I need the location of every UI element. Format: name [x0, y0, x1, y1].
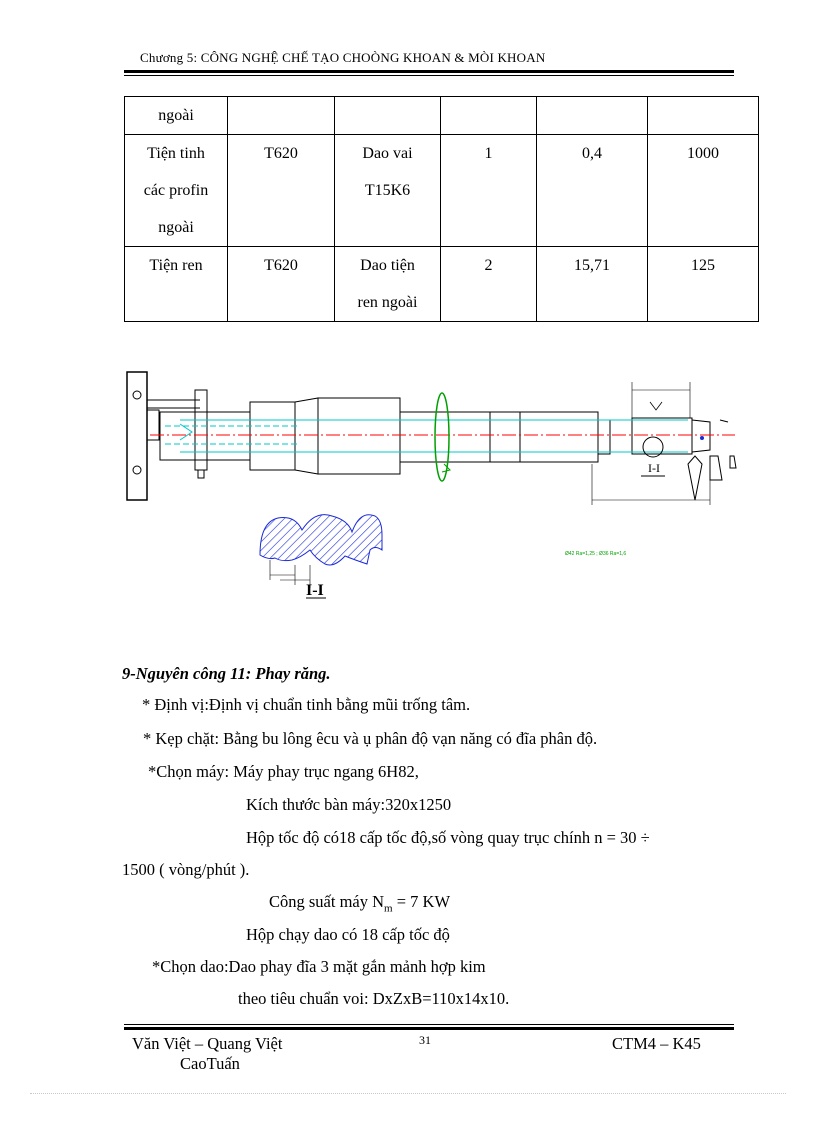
- cell-text: 1: [484, 145, 493, 162]
- header-rule-thin: [124, 75, 734, 76]
- footer-rule: [124, 1027, 734, 1030]
- table-cell: [648, 135, 759, 247]
- table-row: [125, 135, 759, 247]
- class-code: CTM4 – K45: [612, 1034, 701, 1053]
- cell-text: ngoài: [158, 107, 194, 124]
- speed-range-line: 1500 ( vòng/phút ).: [122, 860, 250, 879]
- table-cell: [125, 247, 228, 322]
- section-label: I-I: [648, 461, 660, 475]
- machine-line: *Chọn máy: Máy phay trục ngang 6H82,: [148, 762, 419, 781]
- machining-table: [124, 96, 759, 322]
- cell-text: ren ngoài: [357, 294, 418, 311]
- cell-text: [441, 97, 536, 101]
- table-cell: [335, 97, 441, 135]
- footer-rule-thin: [124, 1024, 734, 1025]
- cell-text: T15K6: [364, 182, 411, 199]
- cell-text: ngoài: [158, 219, 194, 236]
- cell-text: [537, 97, 647, 101]
- roughness-note: Ø42 Ra=1,25 ; Ø36 Ra=1,6: [565, 551, 627, 557]
- cell-text: các profin: [143, 182, 209, 199]
- table-row: [125, 97, 759, 135]
- table-cell: [537, 97, 648, 135]
- cell-text: T620: [264, 257, 298, 274]
- header-rule: [124, 70, 734, 73]
- page-edge: [30, 1093, 786, 1094]
- chapter-header: Chương 5: CÔNG NGHỆ CHẾ TẠO CHOÒNG KHOAN & MÒI KHOAN: [140, 50, 546, 65]
- table-cell: [441, 247, 537, 322]
- clamp: [195, 390, 207, 470]
- table-cell: [537, 247, 648, 322]
- author-line: Văn Việt – Quang Việt: [132, 1034, 283, 1053]
- chuck-hole: [133, 391, 141, 399]
- shaft-section: [318, 398, 400, 474]
- table-size-line: Kích thước bàn máy:320x1250: [246, 795, 452, 814]
- feed-box-line: Hộp chạy dao có 18 cấp tốc độ: [246, 925, 450, 944]
- cell-text: 15,71: [574, 257, 610, 274]
- author-line: CaoTuấn: [180, 1054, 240, 1073]
- locating-line: * Định vị:Định vị chuẩn tinh bằng mũi trống tâm.: [142, 695, 471, 714]
- section-title: 9-Nguyên công 11: Phay răng.: [122, 664, 331, 683]
- table-cell: [441, 135, 537, 247]
- cell-text: 2: [484, 257, 493, 274]
- cell-text: [648, 97, 758, 101]
- table-cell: [537, 135, 648, 247]
- table-cell: [228, 135, 335, 247]
- hatched-profile: [260, 515, 382, 565]
- shaft-section: [160, 412, 250, 460]
- tool-standard-line: theo tiêu chuẩn voi: DxZxB=110x14x10.: [238, 989, 510, 1008]
- footer-authors: [132, 1034, 282, 1074]
- table-cell: [125, 135, 228, 247]
- tool-line: *Chọn dao:Dao phay đĩa 3 mặt gắn mảnh hợp kim: [152, 957, 486, 976]
- table-cell: [335, 247, 441, 322]
- cell-text: Tiện tinh: [147, 145, 205, 162]
- cell-text: Dao tiện: [360, 257, 415, 274]
- table-cell: [228, 97, 335, 135]
- table-cell: [441, 97, 537, 135]
- cell-text: 125: [691, 257, 715, 274]
- rotation-symbol: [435, 393, 449, 481]
- page-number: 31: [419, 1033, 431, 1047]
- table-cell: [648, 97, 759, 135]
- cell-text: 1000: [687, 145, 719, 162]
- table-cell: [648, 247, 759, 322]
- spindle-speed-line: Hộp tốc độ có18 cấp tốc độ,số vòng quay trục chính n = 30 ÷: [246, 828, 650, 847]
- table-cell: [335, 135, 441, 247]
- cell-text: [228, 97, 334, 101]
- clamping-line: * Kẹp chặt: Bằng bu lông êcu và ụ phân độ vạn năng có đĩa phân độ.: [143, 729, 598, 748]
- chuck-hole: [133, 466, 141, 474]
- cell-text: Dao vai: [362, 145, 413, 162]
- technical-drawing: [120, 360, 740, 610]
- table-cell: [125, 97, 228, 135]
- section-label-bottom: I-I: [306, 582, 324, 599]
- shaft-section: [250, 402, 295, 470]
- table-cell: [228, 247, 335, 322]
- table-row: [125, 247, 759, 322]
- cell-text: [335, 97, 440, 101]
- cell-text: T620: [264, 145, 298, 162]
- cell-text: 0,4: [582, 145, 602, 162]
- shaft-section: [632, 418, 692, 454]
- power-line: Công suất máy $N_m = 7$ KW: [269, 892, 451, 915]
- cell-text: Tiện ren: [149, 257, 203, 274]
